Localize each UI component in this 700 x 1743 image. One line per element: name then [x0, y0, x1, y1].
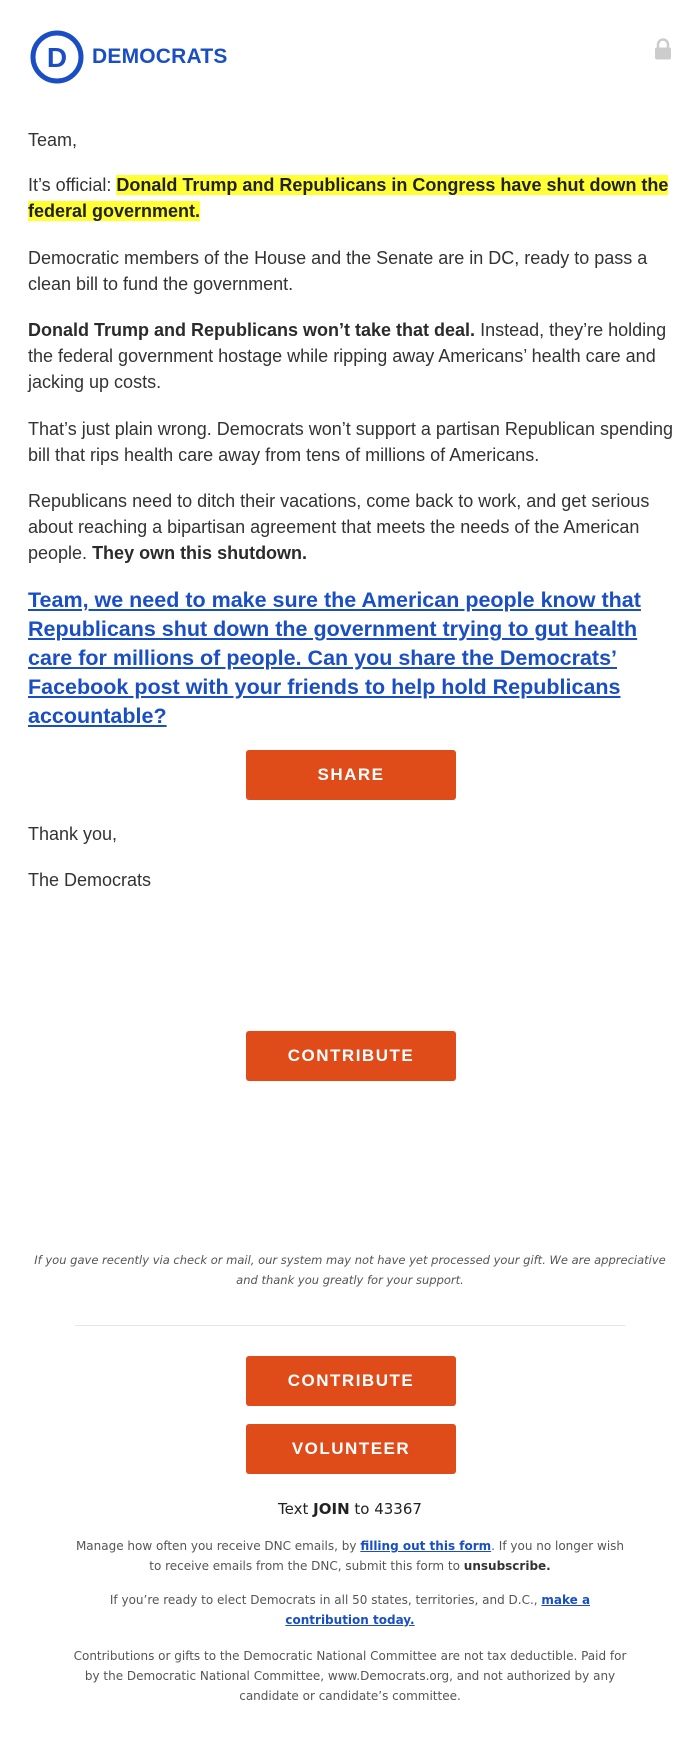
text-join-line: [0, 1500, 700, 1518]
paragraph-official-prefix: It’s official:: [28, 175, 117, 195]
legal-disclaimer: Contributions or gifts to the Democratic National Committee are not tax deductible. Paid for by the Democratic National Committee, www.Democrats.org, and not authorized by any candidate or candidate’s committee.: [73, 1649, 627, 1703]
volunteer-button[interactable]: VOLUNTEER: [246, 1424, 456, 1474]
footer-contribute-button[interactable]: CONTRIBUTE: [246, 1356, 456, 1406]
paragraph-plain-wrong: That’s just plain wrong. Democrats won’t support a partisan Republican spending bill that rips health care away from tens of millions of Americans.: [28, 419, 674, 465]
manage-emails-text: [70, 1536, 630, 1576]
brand-name: DEMOCRATS: [92, 45, 228, 68]
text-join-suffix: to 43367: [349, 1500, 422, 1518]
democrats-d-logo-icon: [30, 30, 84, 84]
paragraph-no-deal-bold: Donald Trump and Republicans won’t take that deal.: [28, 320, 476, 340]
manage-prefix: Manage how often you receive DNC emails, by: [75, 1539, 361, 1553]
make-contribution-link[interactable]: make a contribution today.: [285, 1593, 591, 1627]
democrats-logo[interactable]: [30, 30, 228, 84]
elect-prefix: If you’re ready to elect Democrats in all 50 states, territories, and D.C.,: [109, 1593, 542, 1607]
closing: Thank you,: [28, 824, 118, 844]
paragraph-own-shutdown-bold: They own this shutdown.: [92, 543, 308, 563]
manage-middle: . If you no longer wish to receive emails from the DNC, submit this form to: [149, 1539, 625, 1573]
greeting: Team,: [28, 130, 78, 150]
footer-divider: [75, 1325, 625, 1326]
paragraph-official: [28, 172, 676, 224]
email-header: [0, 0, 700, 110]
highlighted-headline: Donald Trump and Republicans in Congress have shut down the federal government.: [28, 175, 669, 221]
text-join-keyword: JOIN: [313, 1500, 350, 1518]
gift-note: If you gave recently via check or mail, our system may not have yet processed your gift. We are appreciative and thank you greatly for your support.: [34, 1253, 666, 1287]
elect-democrats-text: [70, 1590, 630, 1630]
paragraph-no-deal: [28, 317, 676, 395]
text-join-prefix: Text: [278, 1500, 314, 1518]
filling-out-form-link[interactable]: filling out this form: [360, 1539, 492, 1553]
share-button[interactable]: SHARE: [246, 750, 456, 800]
unsubscribe-link[interactable]: unsubscribe.: [463, 1559, 551, 1573]
contribute-button[interactable]: CONTRIBUTE: [246, 1031, 456, 1081]
lock-icon: [653, 38, 673, 60]
paragraph-no-deal-rest: Instead, they’re holding the federal government hostage while ripping away Americans’ health care and jacking up costs.: [28, 320, 667, 392]
signature: The Democrats: [28, 870, 152, 890]
share-facebook-link[interactable]: Team, we need to make sure the American people know that Republicans shut down the government trying to gut health care for millions of people. Can you share the Democrats’ Facebook post with your friends to help hold Republicans accountable?: [28, 588, 641, 728]
paragraph-own-shutdown: [28, 488, 676, 566]
paragraph-own-shutdown-text: Republicans need to ditch their vacations, come back to work, and get serious about reaching a bipartisan agreement that meets the needs of the American people.: [28, 491, 650, 563]
svg-text:D: D: [46, 42, 68, 73]
paragraph-democrats-ready: Democratic members of the House and the Senate are in DC, ready to pass a clean bill to fund the government.: [28, 248, 648, 294]
